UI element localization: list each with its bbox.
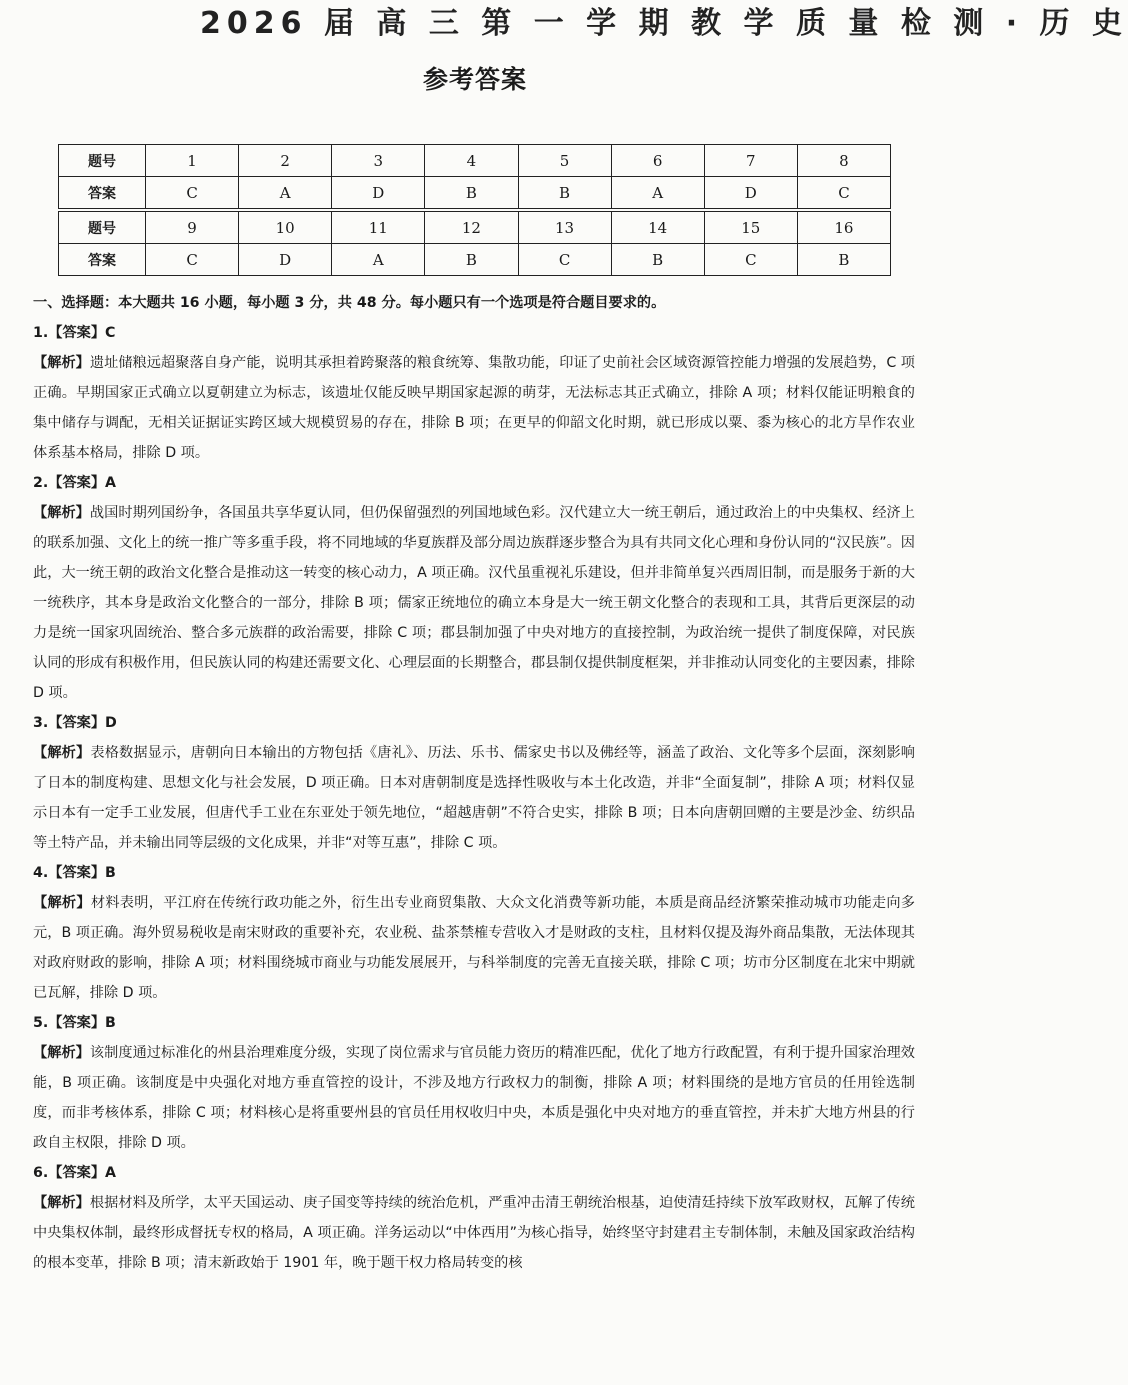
explanation-text: 材料表明，平江府在传统行政功能之外，衍生出专业商贸集散、大众文化消费等新功能，本质是商品经济繁荣推动城市功能走向多元，B 项正确。海外贸易税收是南宋财政的重要补充，农业税、盐茶禁榷专营收入才是财政的支柱，且材料仅提及海外商品集散，无法体现其对政府财政的影响，排除 A 项；材料围绕城市商业与功能发展展开，与科举制度的完善无直接关联，排除 C 项；坊市分区制度在北宋中期就已瓦解，排除 D 项。 [33,895,915,1001]
explanation-label: 【解析】 [33,355,90,371]
question-number: 15 [704,210,797,244]
question-number: 14 [611,210,704,244]
row-label: 答案 [59,244,146,276]
explanation-text: 遗址储粮远超聚落自身产能，说明其承担着跨聚落的粮食统筹、集散功能，印证了史前社会区域资源管控能力增强的发展趋势，C 项正确。早期国家正式确立以夏朝建立为标志，该遗址仅能反映早期国家起源的萌芽，无法标志其正式确立，排除 A 项；材料仅能证明粮食的集中储存与调配，无相关证据证实跨区域大规模贸易的存在，排除 B 项；在更早的仰韶文化时期，就已形成以粟、黍为核心的北方旱作农业体系基本格局，排除 D 项。 [33,355,915,461]
answer-cell: C [797,177,890,211]
question-number: 9 [146,210,239,244]
answer-cell: A [332,244,425,276]
table-row [59,145,891,177]
question-answer-head: 5.【答案】B [33,1015,116,1031]
question-number: 4 [425,145,518,177]
answer-table [58,144,891,276]
question-number: 5 [518,145,611,177]
answer-cell: B [797,244,890,276]
question-number: 1 [146,145,239,177]
answer-cell: A [239,177,332,211]
answer-cell: B [611,244,704,276]
question-explanation [33,888,915,1008]
answer-cell: B [518,177,611,211]
question-answer-head: 2.【答案】A [33,475,116,491]
explanation-text: 表格数据显示，唐朝向日本输出的方物包括《唐礼》、历法、乐书、儒家史书以及佛经等，涵盖了政治、文化等多个层面，深刻影响了日本的制度构建、思想文化与社会发展，D 项正确。日本对唐朝制度是选择性吸收与本土化改造，并非“全面复制”，排除 A 项；材料仅显示日本有一定手工业发展，但唐代手工业在东亚处于领先地位，“超越唐朝”不符合史实，排除 B 项；日本向唐朝回赠的主要是沙金、纺织品等土特产品，并未输出同等层级的文化成果，并非“对等互惠”，排除 C 项。 [33,745,915,851]
question-number: 11 [332,210,425,244]
answer-cell: B [425,244,518,276]
question-explanation [33,348,915,468]
cut-off-header-text: 2026 届 高 三 第 一 学 期 教 学 质 量 检 测 · 历 史 [200,6,1128,41]
explanation-label: 【解析】 [33,505,90,521]
table-row [59,244,891,276]
explanation-text: 该制度通过标准化的州县治理难度分级，实现了岗位需求与官员能力资历的精准匹配，优化了地方行政配置，有利于提升国家治理效能，B 项正确。该制度是中央强化对地方垂直管控的设计，不涉及地方行政权力的制衡，排除 A 项；材料围绕的是地方官员的任用铨选制度，而非考核体系，排除 C 项；材料核心是将重要州县的官员任用权收归中央，本质是强化中央对地方的垂直管控，并未扩大地方州县的行政自主权限，排除 D 项。 [33,1045,915,1151]
question-number: 7 [704,145,797,177]
table-row [59,177,891,211]
answer-cell: C [146,244,239,276]
page-title: 参考答案 [422,65,527,94]
answer-cell: C [518,244,611,276]
cut-off-header [200,6,1128,41]
answer-cell: D [239,244,332,276]
question-number: 8 [797,145,890,177]
question-number: 6 [611,145,704,177]
question-answer-head: 3.【答案】D [33,715,117,731]
question-number: 13 [518,210,611,244]
explanation-text: 根据材料及所学，太平天国运动、庚子国变等持续的统治危机，严重冲击清王朝统治根基，迫使清廷持续下放军政财权，瓦解了传统中央集权体制，最终形成督抚专权的格局，A 项正确。洋务运动以“中体西用”为核心指导，始终坚守封建君主专制体制，未触及国家政治结构的根本变革，排除 B 项；清末新政始于 1901 年，晚于题干权力格局转变的核 [33,1195,915,1271]
answer-cell: A [611,177,704,211]
answer-explanations [33,288,915,1278]
question-number: 12 [425,210,518,244]
question-number: 3 [332,145,425,177]
table-row [59,210,891,244]
explanation-label: 【解析】 [33,745,91,761]
question-number: 2 [239,145,332,177]
answer-cell: C [146,177,239,211]
question-number: 10 [239,210,332,244]
answer-cell: D [332,177,425,211]
question-explanation [33,498,915,708]
answer-cell: C [704,244,797,276]
answer-cell: D [704,177,797,211]
row-label: 答案 [59,177,146,211]
question-explanation [33,1038,915,1158]
question-explanation [33,738,915,858]
explanation-label: 【解析】 [33,1045,90,1061]
explanation-text: 战国时期列国纷争，各国虽共享华夏认同，但仍保留强烈的列国地域色彩。汉代建立大一统王朝后，通过政治上的中央集权、经济上的联系加强、文化上的统一推广等多重手段，将不同地域的华夏族群及部分周边族群逐步整合为具有共同文化心理和身份认同的“汉民族”。因此，大一统王朝的政治文化整合是推动这一转变的核心动力，A 项正确。汉代虽重视礼乐建设，但并非简单复兴西周旧制，而是服务于新的大一统秩序，其本身是政治文化整合的一部分，排除 B 项；儒家正统地位的确立本身是大一统王朝文化整合的表现和工具，其背后更深层的动力是统一国家巩固统治、整合多元族群的政治需要，排除 C 项；郡县制加强了中央对地方的直接控制，为政治统一提供了制度保障，对民族认同的形成有积极作用，但民族认同的构建还需要文化、心理层面的长期整合，郡县制仅提供制度框架，并非推动认同变化的主要因素，排除 D 项。 [33,505,915,701]
explanation-label: 【解析】 [33,1195,90,1211]
question-number: 16 [797,210,890,244]
row-label: 题号 [59,210,146,244]
explanation-label: 【解析】 [33,895,91,911]
question-answer-head: 6.【答案】A [33,1165,116,1181]
section-title: 一、选择题：本大题共 16 小题，每小题 3 分，共 48 分。每小题只有一个选项是符合题目要求的。 [33,295,666,311]
question-explanation [33,1188,915,1278]
answer-cell: B [425,177,518,211]
row-label: 题号 [59,145,146,177]
question-answer-head: 1.【答案】C [33,325,116,341]
question-answer-head: 4.【答案】B [33,865,116,881]
